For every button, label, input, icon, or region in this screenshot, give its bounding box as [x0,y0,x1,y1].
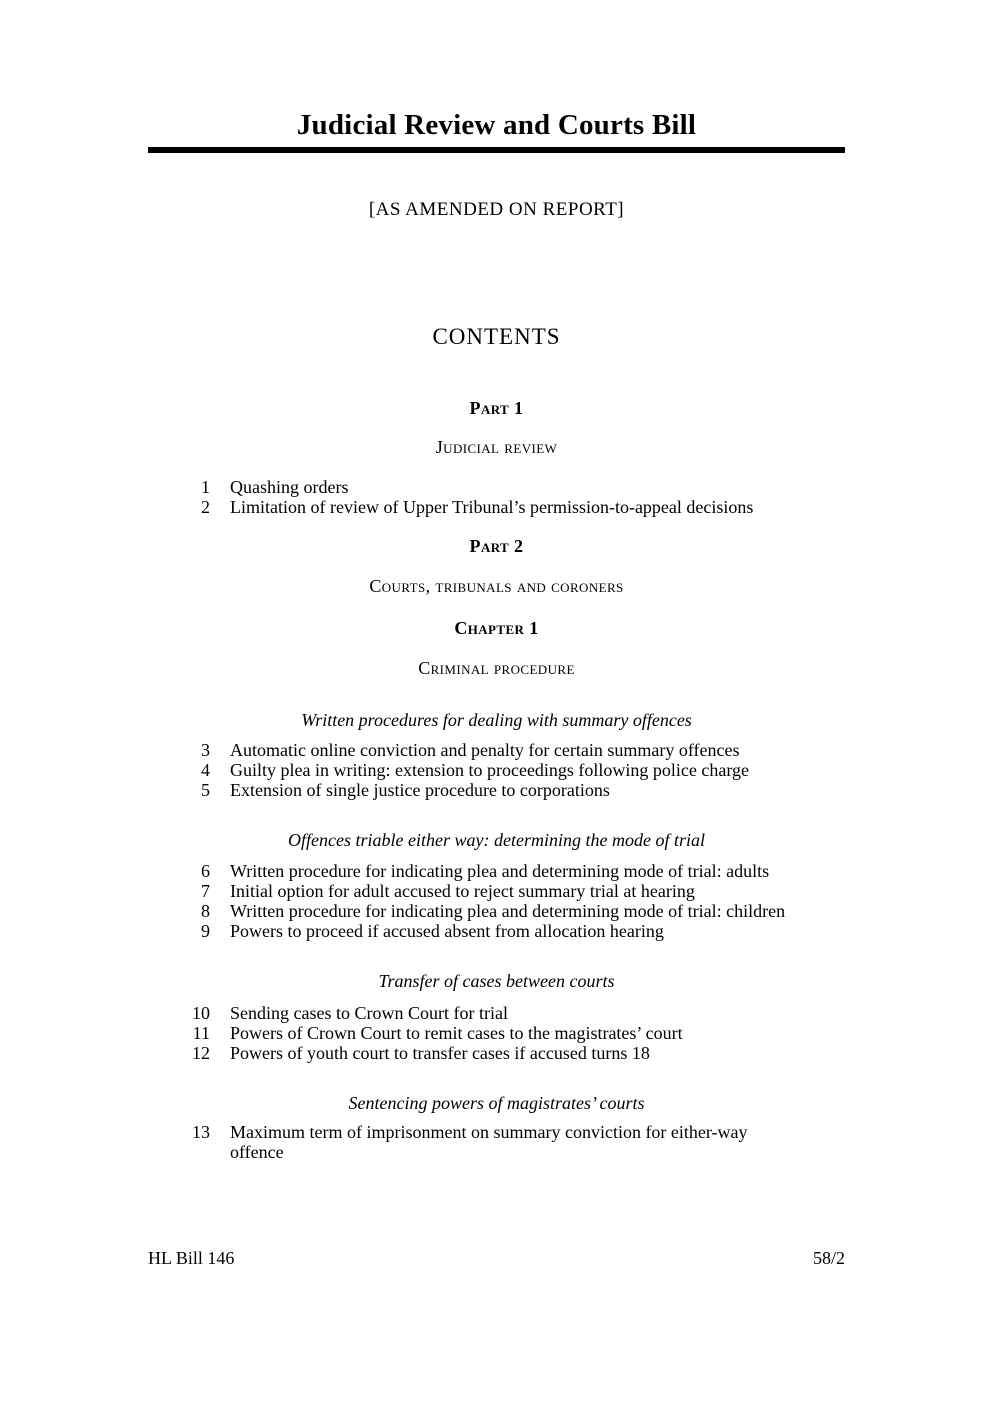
clause-number: 7 [201,881,210,901]
clause-number: 8 [201,901,210,921]
clause-title: Maximum term of imprisonment on summary conviction for either-way offence [230,1122,748,1162]
toc-entry-6 [148,861,845,881]
part-1-label: Part 1 [469,398,524,418]
toc-entry-7 [148,881,845,901]
clause-title: Extension of single justice procedure to corporations [230,780,610,800]
toc-entry-13 [148,1122,845,1162]
clause-number: 9 [201,921,210,941]
toc-entry-10 [148,1003,845,1023]
clause-title: Automatic online conviction and penalty for certain summary offences [230,740,740,760]
part-2-subject: Courts, tribunals and coroners [369,576,624,596]
toc-entry-9 [148,921,845,941]
clause-number: 12 [192,1043,210,1063]
clause-title: Written procedure for indicating plea and determining mode of trial: children [230,901,786,921]
toc-entry-2 [148,497,845,517]
toc-entry-1 [148,477,845,497]
clause-title: Powers to proceed if accused absent from allocation hearing [230,921,664,941]
bill-number: HL Bill 146 [148,1248,235,1268]
toc-entry-3 [148,740,845,760]
clause-number: 6 [201,861,210,881]
amended-note: [AS AMENDED ON REPORT] [368,199,625,220]
group-0-clause-list [148,740,845,800]
clause-title: Powers of youth court to transfer cases if accused turns 18 [230,1043,650,1063]
contents-heading: CONTENTS [432,324,561,349]
session-number: 58/2 [812,1248,845,1268]
clause-title: Quashing orders [230,477,349,497]
chapter-1-label: Chapter 1 [454,618,539,638]
clause-number: 4 [201,760,210,780]
clause-number: 2 [201,497,210,517]
group-heading-written-procedures: Written procedures for dealing with summary offences [301,710,692,730]
toc-entry-12 [148,1043,845,1063]
clause-number: 1 [201,477,210,497]
chapter-1-subject: Criminal procedure [418,658,575,678]
toc-entry-4 [148,760,845,780]
clause-title: Written procedure for indicating plea and determining mode of trial: adults [230,861,770,881]
group-1-clause-list [148,861,845,941]
clause-title: Guilty plea in writing: extension to proceedings following police charge [230,760,750,780]
part-2-label: Part 2 [469,536,524,556]
toc-entry-11 [148,1023,845,1043]
clause-number: 11 [192,1023,210,1043]
part-1-clause-list [148,477,845,517]
bill-title: Judicial Review and Courts Bill [296,109,697,141]
part-1-subject: Judicial review [435,437,558,457]
page-content [0,108,991,1162]
clause-title: Initial option for adult accused to reject summary trial at hearing [230,881,695,901]
group-heading-offences-triable: Offences triable either way: determining the mode of trial [288,830,705,850]
clause-title: Limitation of review of Upper Tribunal’s permission-to-appeal decisions [230,497,754,517]
title-double-rule [148,147,845,153]
page-footer [148,1248,845,1269]
clause-number: 5 [201,780,210,800]
group-heading-transfer-of-cases: Transfer of cases between courts [378,971,615,991]
group-2-clause-list [148,1003,845,1063]
toc-entry-8 [148,901,845,921]
toc-entry-5 [148,780,845,800]
group-3-clause-list [148,1122,845,1162]
clause-number: 13 [192,1122,210,1142]
clause-number: 3 [201,740,210,760]
clause-number: 10 [192,1003,210,1023]
group-heading-sentencing-powers: Sentencing powers of magistrates’ courts [348,1093,645,1113]
clause-title: Powers of Crown Court to remit cases to the magistrates’ court [230,1023,683,1043]
clause-title: Sending cases to Crown Court for trial [230,1003,508,1023]
